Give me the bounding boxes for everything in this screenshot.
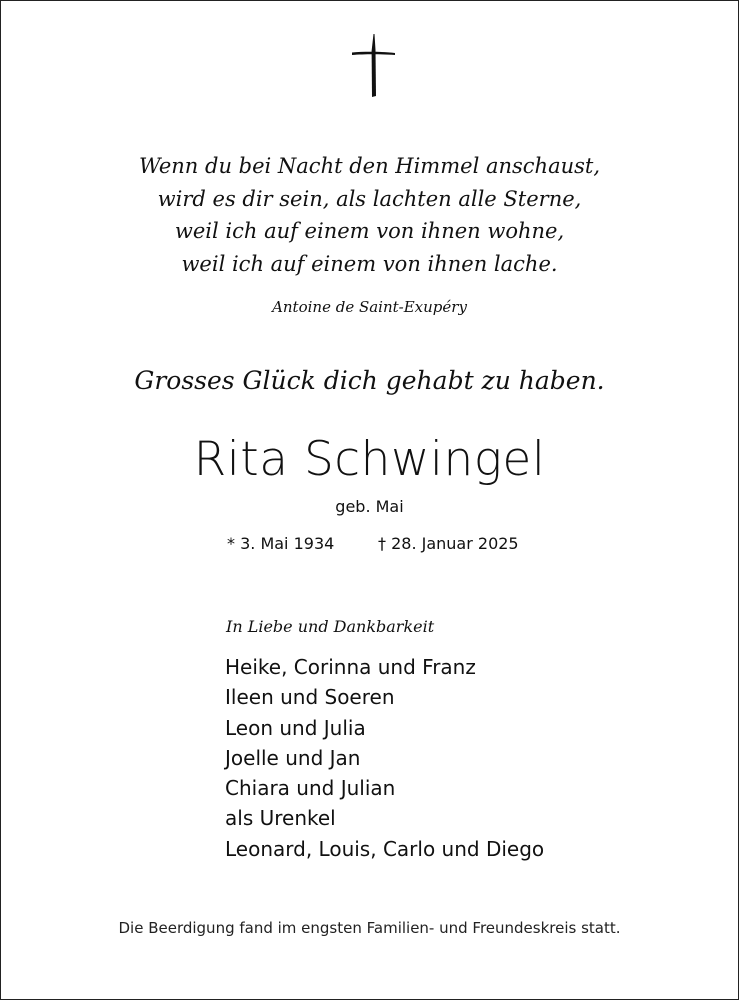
quote-line: Wenn du bei Nacht den Himmel anschaust, xyxy=(138,154,600,178)
deceased-name: Rita Schwingel xyxy=(193,432,546,487)
motto: Grosses Glück dich gehabt zu haben. xyxy=(134,366,605,395)
mourner-entry: Leon und Julia xyxy=(225,715,366,740)
latin-cross-icon xyxy=(346,30,400,100)
mourner-entry: Leonard, Louis, Carlo und Diego xyxy=(225,836,545,861)
poem-quote xyxy=(0,150,739,280)
quote-line: wird es dir sein, als lachten alle Sterne, xyxy=(157,186,582,211)
mourner-entry: Joelle und Jan xyxy=(225,745,361,770)
mourner-entry: Ileen und Soeren xyxy=(225,685,395,710)
mourners-list xyxy=(225,652,544,864)
quote-line: weil ich auf einem von ihnen wohne, xyxy=(174,219,565,243)
quote-author: Antoine de Saint-Exupéry xyxy=(272,298,467,316)
death-date: † 28. Januar 2025 xyxy=(378,534,519,553)
mourner-entry: Heike, Corinna und Franz xyxy=(225,655,476,679)
mourner-entry: Chiara und Julian xyxy=(225,776,396,801)
funeral-note: Die Beerdigung fand im engsten Familien- und Freundeskreis statt. xyxy=(118,919,621,937)
quote-line: weil ich auf einem von ihnen lache. xyxy=(181,251,558,276)
dedication: In Liebe und Dankbarkeit xyxy=(226,617,435,636)
birth-date: * 3. Mai 1934 xyxy=(227,534,335,553)
mourner-entry: als Urenkel xyxy=(225,806,336,831)
birth-name: geb. Mai xyxy=(335,497,404,516)
